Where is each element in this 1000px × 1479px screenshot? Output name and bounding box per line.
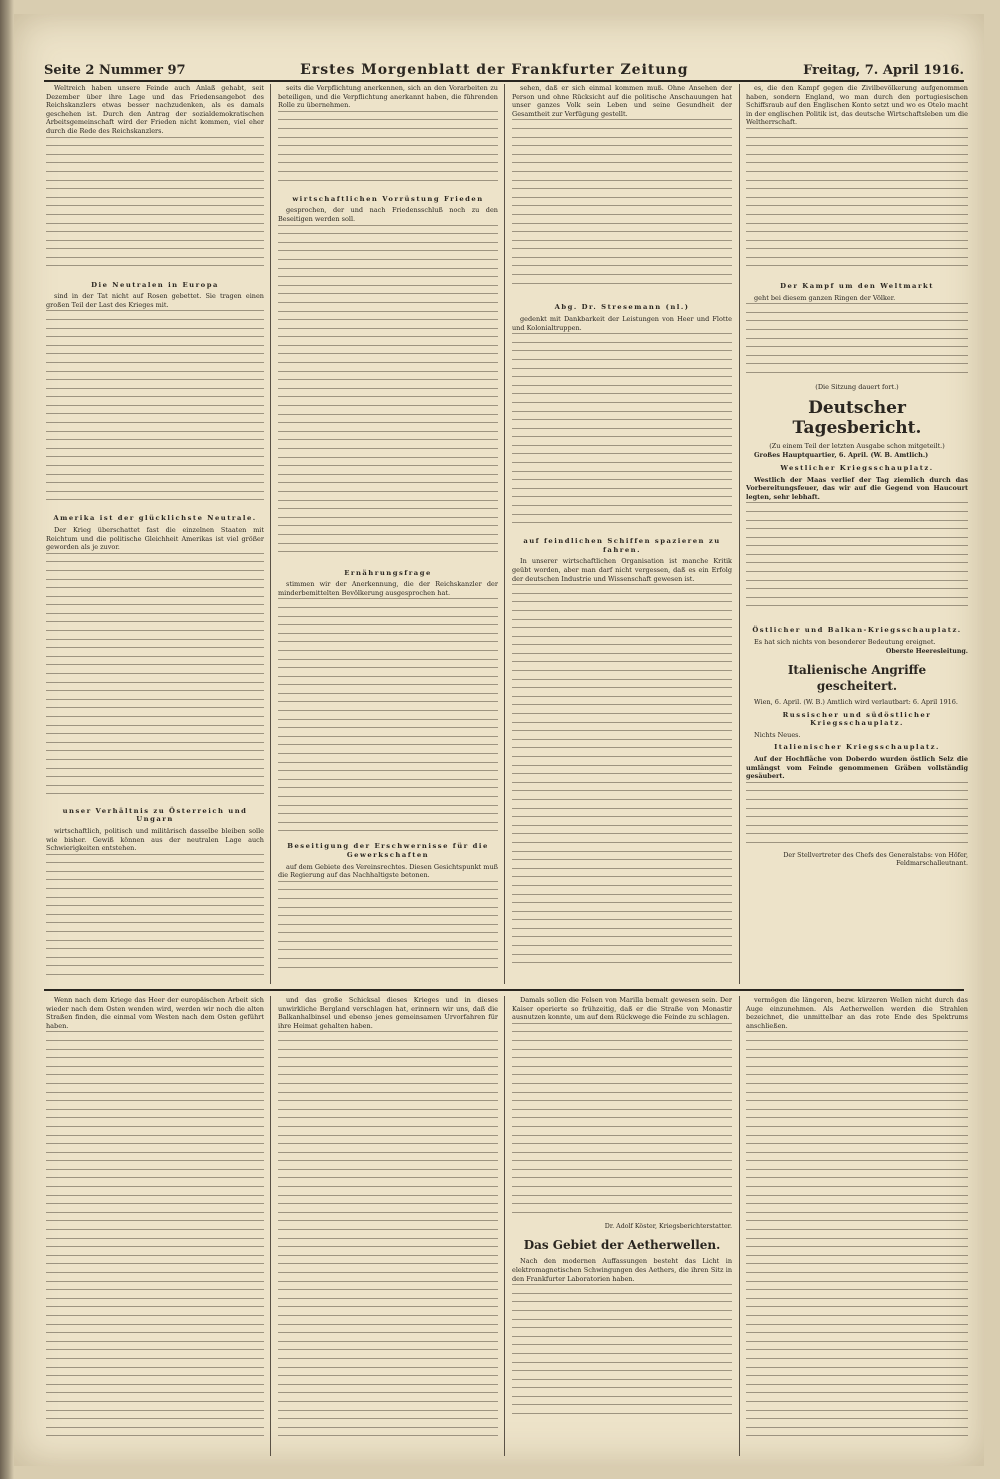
page-header — [44, 56, 964, 82]
text-lines — [278, 111, 498, 191]
text-lines — [512, 119, 732, 299]
column-rule — [270, 996, 271, 1456]
feuilleton-divider — [44, 989, 964, 991]
column-rule — [739, 84, 740, 984]
text-lines — [746, 128, 968, 278]
text-lines — [46, 1031, 264, 1451]
paragraph: vermögen die längeren, bezw. kürzeren Wellen nicht durch das Auge einzunehmen. Als Aetherwellen werden die Strahlen bezeichnet, die unmittelbar an das rote Ende des Spektrums anschließen. — [746, 996, 968, 1030]
section-heading: Die Neutralen in Europa — [91, 280, 219, 289]
text-lines — [278, 881, 498, 979]
author-byline: Dr. Adolf Köster, Kriegsberichterstatter. — [604, 1222, 732, 1230]
text-lines — [746, 303, 968, 383]
paragraph: geht bei diesem ganzen Ringen der Völker. — [754, 293, 896, 302]
feuilleton-column-2 — [278, 996, 498, 1456]
feuilleton-column-1 — [46, 996, 264, 1456]
headline: Italienische Angriffe gescheitert. — [787, 663, 927, 694]
paragraph: Nichts Neues. — [754, 730, 801, 739]
text-lines — [278, 1031, 498, 1451]
paragraph: auf dem Gebiete des Vereinsrechtes. Diesen Gesichtspunkt muß die Regierung auf das Nachhaltigste betonen. — [278, 862, 498, 880]
paragraph: Auf der Hochfläche von Doberdo wurden östlich Selz die umlängst vom Feinde genommenen Gräben vollständig gesäubert. — [746, 755, 968, 781]
column-rule — [504, 996, 505, 1456]
text-lines — [746, 502, 968, 622]
bracket-note: (Zu einem Teil der letzten Ausgabe schon mitgeteilt.) — [769, 441, 945, 450]
text-lines — [46, 137, 264, 277]
signoff: Der Stellvertreter des Chefs des Generalstabs: von Höfer, Feldmarschalleutnant. — [783, 851, 968, 868]
column-rule — [739, 996, 740, 1456]
section-heading: auf feindlichen Schiffen spazieren zu fahren. — [523, 537, 721, 554]
feuilleton-column-3 — [512, 996, 732, 1456]
paragraph: sind in der Tat nicht auf Rosen gebettet. Sie tragen einen großen Teil der Last des Krieges mit. — [46, 292, 264, 309]
page-number: Seite 2 Nummer 97 — [44, 63, 186, 78]
issue-date: Freitag, 7. April 1916. — [803, 63, 964, 78]
masthead: Erstes Morgenblatt der Frankfurter Zeitung — [300, 62, 689, 78]
book-binding — [0, 0, 14, 1479]
paragraph: Es hat sich nichts von besonderer Bedeutung ereignet. — [754, 637, 936, 646]
section-heading: unser Verhältnis zu Österreich und Ungarn — [62, 806, 248, 824]
paragraph: Nach den modernen Auffassungen besteht das Licht in elektromagnetischen Schwingungen des Aethers, die ihren Sitz in den Frankfurter Laboratorien haben. — [512, 1257, 732, 1283]
speaker-heading: Abg. Dr. Stresemann (nl.) — [554, 303, 690, 312]
paragraph: In unserer wirtschaftlichen Organisation ist manche Kritik geübt worden, aber man darf nicht vergessen, daß es ein Erfolg der deutschen Industrie und Wissenschaft gewesen ist. — [512, 557, 732, 583]
paragraph: gedenkt mit Dankbarkeit der Leistungen von Heer und Flotte und Kolonialtruppen. — [512, 314, 732, 332]
section-heading: wirtschaftlichen Vorrüstung Frieden — [292, 194, 484, 203]
paragraph: wirtschaftlich, politisch und militärisch dasselbe bleiben solle wie bisher. Gewiß können aus der neutralen Lage auch Schwierigkeiten entstehen. — [46, 826, 264, 853]
section-heading: Beseitigung der Erschwernisse für die Gewerkschaften — [287, 842, 489, 859]
report-title: Deutscher Tagesbericht. — [792, 397, 922, 438]
article-column-4 — [746, 84, 968, 979]
feuilleton-column-4 — [746, 996, 968, 1456]
paragraph: Weltreich haben unsere Feinde auch Anlaß gehabt, seit Dezember über ihre Lage und das Friedensangebot des Reichskanzlers etwas besser nachzudenken, als es damals geschehen ist. Durch den Antrag der sozialdemokratischen Arbeitsgemeinschaft wird der Frieden nicht kommen, viel eher durch die Rede des Reichskanzlers. — [46, 84, 264, 135]
text-lines — [512, 584, 732, 974]
paragraph: gesprochen, der und nach Friedensschluß noch zu den Beseitigen werden soll. — [278, 206, 498, 223]
paragraph: seits die Verpflichtung anerkennen, sich an den Vorarbeiten zu beteiligen, und die Verpflichtung anerkannt haben, die führenden Rolle zu übernehmen. — [278, 84, 498, 110]
paragraph: Wenn nach dem Kriege das Heer der europäischen Arbeit sich wieder nach dem Osten wenden wird, werden wir noch die alten Straßen finden, die einmal vom Westen nach dem Osten geführt haben. — [46, 996, 264, 1030]
section-heading: Amerika ist der glücklichste Neutrale. — [53, 514, 257, 523]
paragraph: Westlich der Maas verlief der Tag ziemlich durch das Vorbereitungsfeuer, das wir auf die Gegend von Haucourt legten, sehr lebhaft. — [746, 475, 968, 501]
paragraph: stimmen wir der Anerkennung, die der Reichskanzler der minderbemittelten Bevölkerung ausgesprochen hat. — [278, 580, 498, 597]
section-heading: Italienischer Kriegsschauplatz. — [774, 743, 940, 752]
section-heading: Russischer und südöstlicher Kriegsschauplatz. — [782, 710, 932, 728]
text-lines — [512, 1023, 732, 1223]
session-note: (Die Sitzung dauert fort.) — [815, 383, 899, 392]
article-column-2 — [278, 84, 498, 979]
paragraph: Wien, 6. April. (W. B.) Amtlich wird verlautbart: 6. April 1916. — [754, 698, 958, 707]
feuilleton-title: Das Gebiet der Aetherwellen. — [523, 1238, 721, 1253]
newspaper-page — [14, 14, 984, 1466]
text-lines — [278, 598, 498, 838]
text-lines — [512, 1284, 732, 1424]
section-heading: Der Kampf um den Weltmarkt — [780, 281, 934, 290]
section-heading: Westlicher Kriegsschauplatz. — [780, 463, 934, 472]
text-lines — [512, 333, 732, 533]
text-lines — [46, 553, 264, 803]
section-heading: Östlicher und Balkan-Kriegsschauplatz. — [752, 626, 962, 635]
dateline: Großes Hauptquartier, 6. April. (W. B. Amtlich.) — [754, 451, 929, 460]
section-heading: Ernährungsfrage — [344, 568, 432, 577]
paragraph: Damals sollen die Felsen von Marilla bemalt gewesen sein. Der Kaiser operierte so frühzeitig, daß er die Straße von Monastir ausnutzen konnte, um auf dem Rückwege die Feinde zu schlagen. — [512, 996, 732, 1022]
paragraph: es, die den Kampf gegen die Zivilbevölkerung aufgenommen haben, sondern England, wo man durch den portugiesischen Schiffsraub auf den Englischen Konto setzt und wo es Otelo macht in der englischen Politik ist, das deutsche Wirtschaftsleben um die Weltherrschaft. — [746, 84, 968, 127]
column-rule — [504, 84, 505, 984]
article-column-1 — [46, 84, 264, 979]
paragraph: und das große Schicksal dieses Krieges und in dieses unwirkliche Bergland verschlagen hat, erinnern wir uns, daß die Balkanhalbinsel und ebenso jenes gemeinsamen Urvorfahren für ihre Heimat gehalten haben. — [278, 996, 498, 1030]
text-lines — [46, 310, 264, 510]
text-lines — [46, 854, 264, 979]
article-column-3 — [512, 84, 732, 979]
text-lines — [278, 225, 498, 565]
paragraph: sehen, daß er sich einmal kommen muß. Ohne Ansehen der Person und ohne Rücksicht auf die politische Anschauungen hat unser ganzes Volk sein Leben und seine Gesundheit der Gesamtheit zur Verfügung gestellt. — [512, 84, 732, 118]
text-lines — [746, 1031, 968, 1451]
column-rule — [270, 84, 271, 984]
signoff: Oberste Heeresleitung. — [885, 647, 968, 655]
paragraph: Der Krieg überschattet fast die einzelnen Staaten mit Reichtum und die politische Gleichheit Amerikas ist viel größer geworden als je zuvor. — [46, 525, 264, 552]
text-lines — [746, 782, 968, 852]
